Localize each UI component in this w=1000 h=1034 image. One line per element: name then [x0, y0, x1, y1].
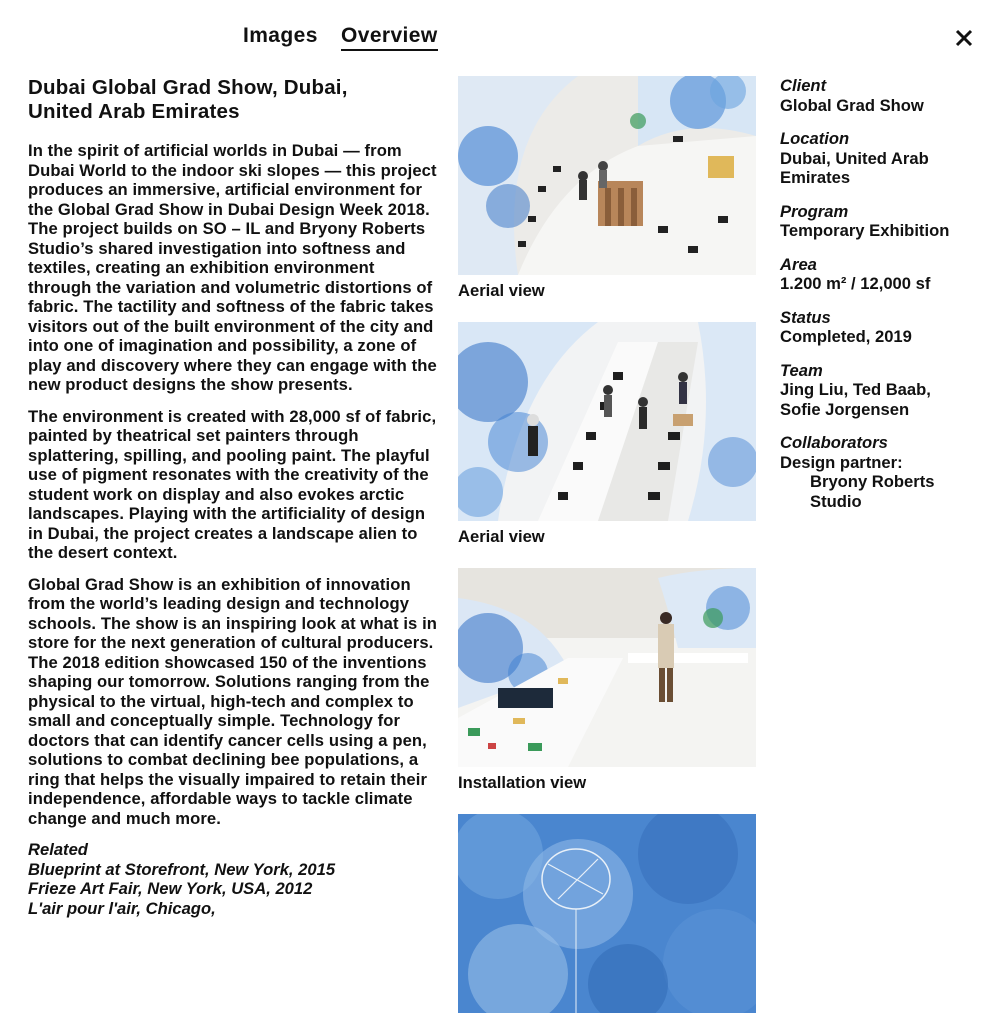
tab-overview[interactable]: Overview: [341, 24, 438, 51]
project-title-line2: United Arab Emirates: [28, 100, 240, 123]
area-value: 1.200 m² / 12,000 sf: [780, 274, 931, 293]
related-projects: [28, 840, 438, 918]
aerial-view-photo[interactable]: [458, 322, 756, 521]
program-label: Program: [780, 201, 849, 221]
team-value-line1: Jing Liu, Ted Baab,: [780, 380, 931, 399]
close-icon: [950, 24, 978, 52]
description-paragraph: Global Grad Show is an exhibition of innovation from the world’s leading design and technology schools. The show is an inspiring look at what is in store for the next generation of cultural producers. The 2018 edition showcased 150 of the inventions shaping our tomorrow. Solutions ranging from the physical to the virtual, high-tech and complex to small and conceptually simple. Technology for doctors that can identify cancer cells using a pen, solutions to combat declining bee populations, a ring that helps the visually impaired to retain their independence, affordable ways to tackle climate change and much more.: [28, 574, 438, 828]
program-value: Temporary Exhibition: [780, 221, 950, 240]
team-section: [780, 361, 990, 420]
close-button[interactable]: [950, 24, 978, 52]
collaborator-name-line1: Bryony Roberts: [810, 472, 935, 491]
image-caption: Aerial view: [458, 281, 545, 300]
gallery-item: [458, 322, 756, 547]
collaborators-label: Collaborators: [780, 433, 888, 452]
client-value: Global Grad Show: [780, 95, 924, 115]
related-heading: Related: [28, 840, 88, 859]
location-section: [780, 129, 990, 188]
gallery-item: [458, 76, 756, 301]
related-link[interactable]: Blueprint at Storefront, New York, 2015: [28, 859, 336, 879]
status-label: Status: [780, 307, 831, 327]
gallery-item: [458, 814, 756, 1013]
project-title-line1: Dubai Global Grad Show, Dubai,: [28, 76, 348, 99]
status-value: Completed, 2019: [780, 327, 912, 346]
collaborator-role: Design partner:: [780, 452, 903, 472]
image-caption: Installation view: [458, 773, 587, 792]
project-title: [28, 76, 438, 124]
related-link[interactable]: L'air pour l'air, Chicago,: [28, 898, 216, 918]
image-caption: Aerial view: [458, 527, 545, 546]
top-navigation: [0, 24, 1000, 58]
client-section: [780, 76, 990, 115]
fabric-detail-photo[interactable]: [458, 814, 756, 1013]
related-link[interactable]: Frieze Art Fair, New York, USA, 2012: [28, 879, 313, 898]
description-paragraph: The environment is created with 28,000 sf of fabric, painted by theatrical set painters through splattering, spilling, and pooling paint. The playful use of pigment resonates with the creativity of the student work on display and also evokes arctic landscapes. Playing with the artificiality of design in Dubai, the project creates a landscape alien to the desert context.: [28, 406, 437, 562]
location-label: Location: [780, 129, 850, 148]
area-label: Area: [780, 254, 817, 274]
tab-images[interactable]: Images: [243, 24, 318, 47]
area-section: [780, 255, 990, 294]
aerial-view-photo[interactable]: [458, 76, 756, 275]
image-gallery: [458, 76, 756, 1034]
team-label: Team: [780, 360, 823, 380]
project-details: [780, 76, 990, 525]
location-value-line1: Dubai, United Arab: [780, 148, 929, 168]
client-label: Client: [780, 76, 827, 95]
gallery-item: [458, 568, 756, 793]
program-section: [780, 202, 990, 241]
location-value-line2: Emirates: [780, 168, 851, 187]
status-section: [780, 308, 990, 347]
description-paragraph: In the spirit of artificial worlds in Dubai — from Dubai World to the indoor ski slopes — this project produces an immersive, artificial environment for the Global Grad Show in Dubai Design Week 2018. The project builds on SO – IL and Bryony Roberts Studio’s shared investigation into softness and textiles, creating an exhibition environment through the variation and volumetric distortions of fabric. The tactility and softness of the fabric takes visitors out of the built environment of the city and into one of imagination and possibility, a zone of play and discovery where they can engage with the new product designs the show presents.: [28, 141, 437, 394]
team-value-line2: Sofie Jorgensen: [780, 399, 910, 419]
project-description: [28, 76, 438, 918]
collaborators-section: [780, 433, 990, 511]
collaborator-name-line2: Studio: [810, 491, 862, 511]
installation-view-photo[interactable]: [458, 568, 756, 767]
